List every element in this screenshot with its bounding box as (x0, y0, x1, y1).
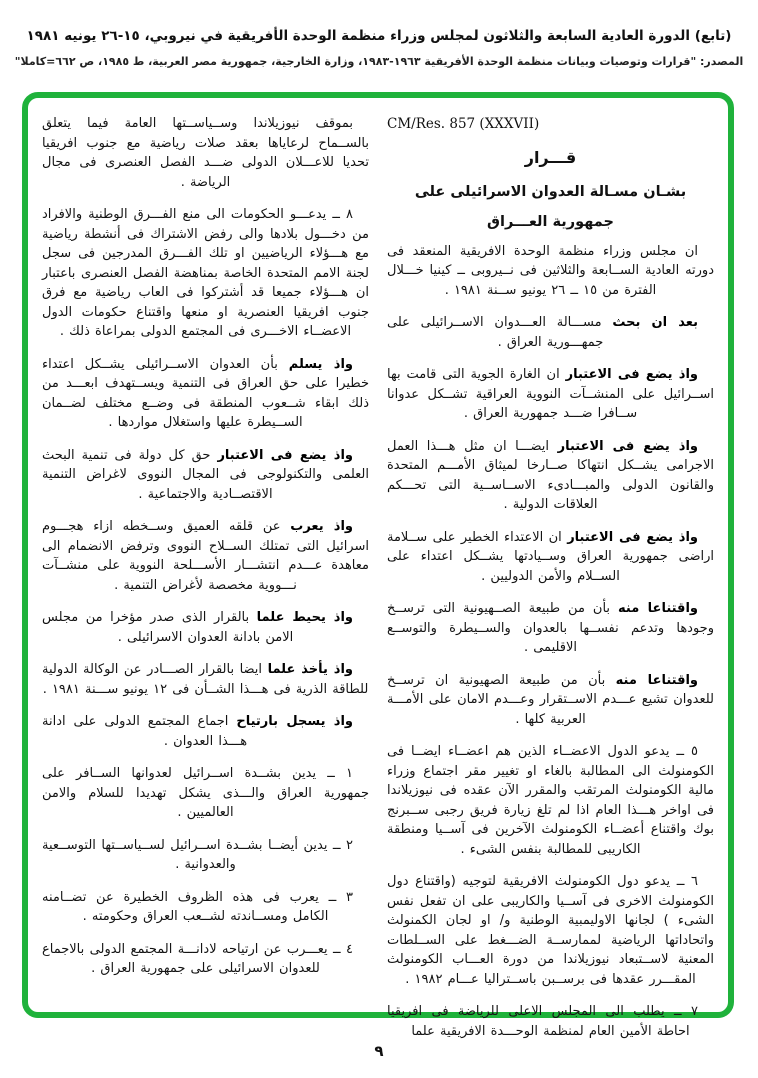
paragraph: واذ يضع فى الاعتبار ايضـــا ان مثل هـــذا العمل الاجرامى يشــكل انتهاكا صــارخا لميثاق الأمـــم المتحدة والقانون الدولى والمبـــادىء الاســاســية التى تحـــكم العلاقات الدولية . (387, 438, 714, 512)
paragraph: واذ يضع فى الاعتبار ان الاعتداء الخطير على ســلامة اراضى جمهورية العراق وســيادتها يشــكل اعتداء على الســلام والأمن الدوليين . (387, 529, 714, 584)
paragraph-lead: واذ يضع فى الاعتبار (567, 529, 698, 545)
paragraph: واقتناعا منه بأن من طبيعة الصــهيونية التى ترســخ وجودها وتدعم نفســها بالعدوان والســيطرة والتوســع الاقليمى . (387, 601, 714, 655)
paragraph: ان مجلس وزراء منظمة الوحدة الافريقية المنعقد فى دورته العادية الســابعة والثلاثين فى نــيروبى ــ كينيا خـــلال الفترة من ١٥ ــ ٢٦ يونيو ســنة ١٩٨١ . (387, 243, 714, 298)
paragraph-lead: بعد ان بحث (612, 315, 698, 330)
paragraph: بموقف نيوزيلاندا وســياســتها العامة فيما يتعلق بالســماح لرعاياها بعقد صلات رياضية مع جنوب افريقيا تحديا للاعـــلان الدولى ضـــد الفصل العنصرى فى مجال الرياضة . (42, 116, 369, 190)
resolution-title-line: بشـان مسـالة العدوان الاسرائيلى على (414, 184, 687, 200)
paragraph: واذ يعرب عن قلقه العميق وســخطه ازاء هجـــوم اسرائيل التى تمتلك الســلاح النووى وترفض الانضمام الى معاهدة عـــدم انتشـــار الأســـلحة النووية على منشــآت نـــووية مخصصة لأغراض التنمية . (42, 519, 369, 593)
paragraph: ٤ ــ يعـــرب عن ارتياحه لادانـــة المجتمع الدولى بالاجماع للعدوان الاسرائيلى على جمهورية العراق . (42, 941, 353, 976)
paragraph-lead: واذ يحيط علما (256, 610, 353, 625)
paragraph-lead: واذ يضع فى الاعتبار (565, 367, 698, 382)
right-column-paragraphs (387, 242, 714, 1042)
paragraph: واذ يضع فى الاعتبار حق كل دولة فى تنمية البحث العلمى والتكنولوجى فى المجال النووى لاغراض التنمية الاقتصــادية والاجتماعية . (42, 447, 369, 502)
paragraph: ٨ ــ يدعـــو الحكومات الى منع الفـــرق الوطنية والافراد من دخـــول بلادها والى رفض الاشتراك فى أنشطة رياضية مع هـــؤلاء الرياضيين او تلك الفـــرق المدرجين فى سجل لجنة الامم المتحدة الخاصة بمناهضة الفصل العنصرى باعتبار ان هـــؤلاء جميعا قد أشتركوا فى العاب رياضية مع فرق جنوب افريقيا العنصرية او منعها واقتناع حكومات الدول الاعضــاء الاخـــرى فى المجتمع الدولى بمراعاة ذلك . (42, 207, 369, 339)
paragraph-lead: واذ يأخذ علما (267, 662, 354, 677)
paragraph: واذ يحيط علما بالقرار الذى صدر مؤخرا من مجلس الامن بادانة العدوان الاسرائيلى . (42, 610, 353, 645)
resolution-headings (387, 146, 714, 234)
paragraph: ٥ ــ يدعو الدول الاعضــاء الذين هم اعضــاء ايضــا فى الكومنولث الى المطالبة بالغاء او تغيير مقر اجتماع وزراء مالية الكومنولث المرتقب والمقرر الآن عقده فى نيوزيلاندا فى اواخر هـــذا العام اذا لم تلغ زيارة فريق رجبى ســبرنج بوك واقتناع أعضــاء الكومنولث الآخرين فى آســيا ومنطقة الكاريبى للمطالبة بنفس الشىء . (387, 744, 714, 857)
document-frame (22, 92, 734, 1039)
paragraph-lead: واذ يسلم (288, 356, 353, 372)
two-column-layout (42, 114, 714, 1039)
paragraph: ٦ ــ يدعو دول الكومنولث الافريقية لتوجيه (واقتناع دول الكومنولث الاخرى فى آســيا والكاريبى على ان تفعل نفس الشىء ) لجانها الاوليمبية الوطنية و/ او لجان الكمنولث واتحاداتها الرياضية لممارســة الضـــغط على الســلطات المعنية لاســتبعاد نيوزيلاندا من دورة العـــاب الكومنولث المقـــرر عقدها فى برســبن باســتراليا عـــام ١٩٨٢ . (387, 874, 714, 987)
paragraph: ٢ ــ يدين أيضــا بشــدة اســرائيل لســياســتها التوســعية والعدوانية . (42, 837, 353, 872)
page-number: ٩ (374, 1042, 384, 1060)
paragraph-lead: واذ يضع فى الاعتبار (217, 447, 353, 463)
left-column-paragraphs (42, 114, 369, 979)
paragraph: واذ يسجل بارتياح اجماع المجتمع الدولى على ادانة هـــذا العدوان . (42, 714, 353, 749)
paragraph-lead: واذ يسجل بارتياح (236, 714, 353, 729)
column-right (387, 114, 714, 1039)
paragraph-lead: واذ يضع فى الاعتبار (557, 438, 698, 454)
session-title: (تابع) الدورة العادية السابعة والثلاثون لمجلس وزراء منظمة الوحدة الأفريقية في نيروبي، ١٥-٢٦ يونيه ١٩٨١ (26, 28, 732, 44)
paragraph-lead: واقتناعا منه (615, 672, 698, 688)
page-header (0, 26, 758, 70)
resolution-title-line: جمهورية العـــراق (487, 213, 614, 230)
paragraph: ١ ــ يدين بشــدة اســرائيل لعدوانها الســافر على جمهورية العراق والـــذى يشكل تهديدا للسلام والامن العالميين . (42, 766, 369, 820)
paragraph-lead: واقتناعا منه (618, 601, 698, 616)
column-left (42, 114, 369, 1002)
paragraph: ٧ ــ يطلب الى المجلس الاعلى للرياضة فى افريقيا احاطة الأمين العام لمنظمة الوحـــدة الافريقية علما (387, 1004, 698, 1039)
resolution-ref: CM/Res. 857 (XXXVII) (387, 116, 540, 132)
resolution-title-line: قـــرار (524, 148, 577, 167)
paragraph: واقتناعا منه بأن من طبيعة الصهيونية ان ترســخ للعدوان تشيع عـــدم الاســتقرار وعـــدم الامان على الأمـــة العربية كلها . (387, 672, 714, 727)
paragraph: ٣ ــ يعرب فى هذه الظروف الخطيرة عن تضــامنه الكامل ومســاندته لشــعب العراق وحكومته . (42, 889, 353, 924)
paragraph: واذ يضع فى الاعتبار ان الغارة الجوية التى قامت بها اســرائيل على المنشــآت النووية العراقية تشــكل عدوانا ســافرا ضـــد جمهورية العراق . (387, 367, 714, 421)
paragraph: واذ يأخذ علما ايضا بالقرار الصـــادر عن الوكالة الدولية للطاقة الذرية فى هـــذا الشــأن فى ١٢ يونيو ســـنة ١٩٨١ . (42, 662, 369, 697)
source-citation: المصدر: "قرارات وتوصيات وبيانات منظمة الوحدة الأفريقية ١٩٦٣-١٩٨٣، وزارة الخارجية، جمهورية مصر العربية، ط ١٩٨٥، ص ٦٦٢=كاملا" (14, 54, 744, 68)
paragraph: واذ يسلم بأن العدوان الاســرائيلى يشــكل اعتداء خطيرا على حق العراق فى التنمية ويســتهدف ابعـــد من ذلك ابقاء شــعوب المنطقة فى وضــع مختلف لضــمان الســيطرة عليها واستغلال مواردها . (42, 356, 369, 430)
paragraph-lead: واذ يعرب (290, 519, 353, 534)
paragraph: بعد ان بحث مســـالة العـــدوان الاســرائيلى على جمهـــورية العراق . (387, 315, 698, 350)
